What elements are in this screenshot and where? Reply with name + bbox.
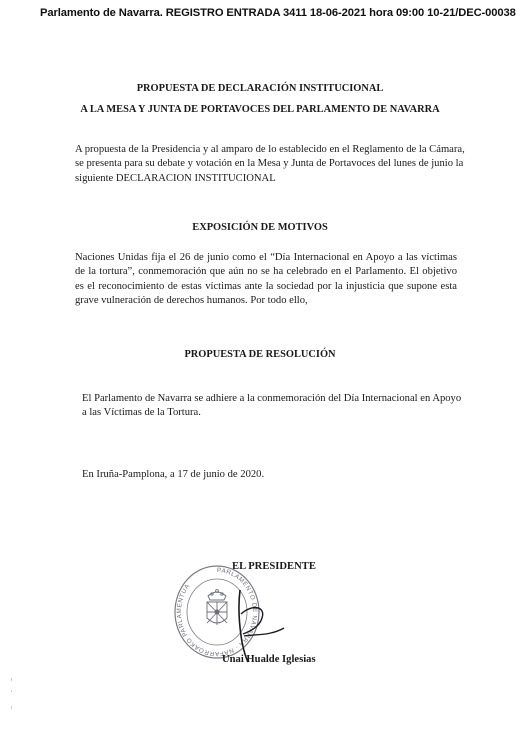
scan-specks (10, 678, 13, 718)
document-title: PROPUESTA DE DECLARACIÓN INSTITUCIONAL (136, 83, 384, 94)
registry-stamp: Parlamento de Navarra. REGISTRO ENTRADA 3411 18-06-2021 hora 09:00 10-21/DEC-00038 (40, 7, 516, 19)
document-addressee: A LA MESA Y JUNTA DE PORTAVOCES DEL PARLAMENTO DE NAVARRA (80, 104, 440, 115)
resolucion-paragraph: El Parlamento de Navarra se adhiere a la conmemoración del Día Internacional en Apoyo a las Víctimas de la Tortura. (82, 393, 462, 419)
handwritten-signature (222, 584, 292, 664)
seal-ring-text: PARLAMENTO DE NAVARRA · NAFARROAKO PARLAMENTUA (175, 566, 259, 658)
section-heading-motivos: EXPOSICIÓN DE MOTIVOS (192, 222, 328, 233)
motivos-paragraph: Naciones Unidas fija el 26 de junio como el “Día Internacional en Apoyo a las víctimas de la tortura”, conmemoración que aún no se ha celebrado en el Parlamento. El objetivo es el reconocimiento de estas víctimas ante la sociedad por la injusticia que supone esta grave vulneración de derechos humanos. Por todo ello, (75, 252, 457, 306)
section-heading-resolucion: PROPUESTA DE RESOLUCIÓN (184, 349, 336, 360)
intro-paragraph: A propuesta de la Presidencia y al amparo de lo establecido en el Reglamento de la Cámara, se presenta para su debate y votación en la Mesa y Junta de Portavoces del lunes de junio la siguiente DECLARACION INSTITUCIONAL (75, 144, 465, 184)
place-date: En Iruña-Pamplona, a 17 de junio de 2020. (82, 469, 265, 480)
signer-title: EL PRESIDENTE (232, 561, 316, 572)
signer-name: Unai Hualde Iglesias (222, 654, 316, 665)
